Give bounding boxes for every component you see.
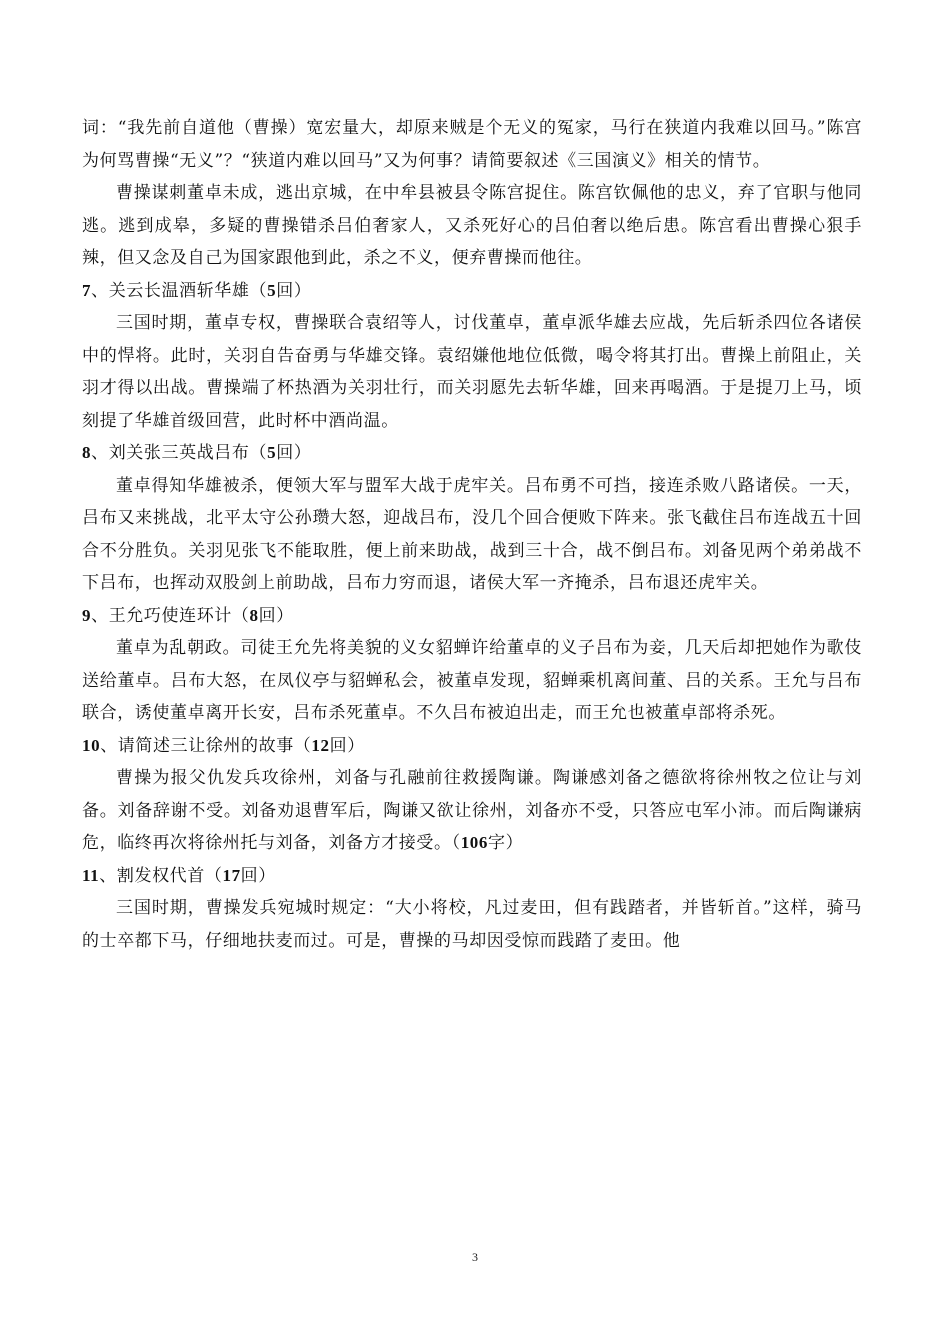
heading-title: 、王允巧使连环计（ — [91, 605, 250, 626]
heading-chapter: 5 — [267, 280, 277, 300]
paragraph-answer: 曹操谋刺董卓未成，逃出京城，在中牟县被县令陈宫捉住。陈宫钦佩他的忠义，弃了官职与他同逃。逃到成皋，多疑的曹操错杀吕伯奢家人，又杀死好心的吕伯奢以绝后患。陈宫看出曹操心狠手辣，但又念及自己为国家跟他到此，杀之不义，便弃曹操而他往。 — [82, 183, 862, 268]
heading-suffix: 回） — [276, 443, 312, 463]
heading-suffix: 回） — [276, 280, 312, 301]
paragraph-answer: 董卓得知华雄被杀，便领大军与盟军大战于虎牢关。吕布勇不可挡，接连杀败八路诸侯。一天，吕布又来挑战，北平太守公孙瓒大怒，迎战吕布，没几个回合便败下阵来。张飞截住吕布连战五十回合不分胜负。关羽见张飞不能取胜，便上前来助战，战到三十合，战不倒吕布。刘备见两个弟弟战不下吕布，也挥动双股剑上前助战，吕布力穷而退，诸侯大军一齐掩杀，吕布退还虎牢关。 — [82, 475, 862, 593]
heading-suffix: 回） — [240, 865, 276, 886]
heading-title: 、割发权代首（ — [99, 865, 223, 886]
heading-number: 9 — [82, 605, 92, 625]
word-count-suffix: 字） — [488, 833, 524, 853]
heading-title: 、关云长温酒斩华雄（ — [91, 280, 268, 301]
page-number: 3 — [472, 1250, 478, 1264]
word-count: 106 — [460, 833, 489, 852]
heading-number: 8 — [82, 443, 92, 462]
section-heading-11 — [82, 860, 862, 893]
heading-title: 、请简述三让徐州的故事（ — [100, 735, 312, 756]
paragraph-answer: 三国时期，董卓专权，曹操联合袁绍等人，讨伐董卓，董卓派华雄去应战，先后斩杀四位各诸侯中的悍将。此时，关羽自告奋勇与华雄交锋。袁绍嫌他地位低微，喝令将其打出。曹操上前阻止，关羽才得以出战。曹操端了杯热酒为关羽壮行，而关羽愿先去斩华雄，回来再喝酒。于是提刀上马，顷刻提了华雄首级回营，此时杯中酒尚温。 — [82, 313, 862, 431]
section-heading-9 — [82, 600, 862, 633]
heading-chapter: 8 — [249, 605, 259, 625]
paragraph-answer: 三国时期，曹操发兵宛城时规定：“大小将校，凡过麦田，但有践踏者，并皆斩首。”这样，骑马的士卒都下马，仔细地扶麦而过。可是，曹操的马却因受惊而践踏了麦田。他 — [82, 898, 862, 951]
heading-chapter: 17 — [222, 865, 241, 885]
answer-text: 曹操为报父仇发兵攻徐州，刘备与孔融前往救援陶谦。陶谦感刘备之德欲将徐州牧之位让与刘备。刘备辞谢不受。刘备劝退曹军后，陶谦又欲让徐州，刘备亦不受，只答应屯军小沛。而后陶谦病危，临终再次将徐州托与刘备，刘备方才接受。（ — [82, 768, 862, 853]
section-heading-7 — [82, 275, 862, 308]
heading-number: 10 — [82, 735, 101, 755]
paragraph-question-continuation: 词：“我先前自道他（曹操）宽宏量大，却原来贼是个无义的冤家，马行在狭道内我难以回马。”陈宫为何骂曹操“无义”？“狭道内难以回马”又为何事？请简要叙述《三国演义》相关的情节。 — [82, 118, 862, 171]
heading-title: 、刘关张三英战吕布（ — [91, 443, 268, 463]
paragraph-answer: 董卓为乱朝政。司徒王允先将美貌的义女貂蝉许给董卓的义子吕布为妾，几天后却把她作为歌伎送给董卓。吕布大怒，在凤仪亭与貂蝉私会，被董卓发现，貂蝉乘机离间董、吕的关系。王允与吕布联合，诱使董卓离开长安，吕布杀死董卓。不久吕布被迫出走，而王允也被董卓部将杀死。 — [82, 638, 862, 723]
section-heading-10 — [82, 730, 862, 763]
heading-suffix: 回） — [258, 605, 294, 626]
document-body — [82, 112, 862, 957]
section-heading-8 — [82, 437, 862, 470]
heading-number: 11 — [82, 865, 100, 885]
heading-number: 7 — [82, 280, 92, 300]
heading-chapter: 5 — [267, 443, 277, 462]
heading-suffix: 回） — [329, 735, 365, 756]
heading-chapter: 12 — [311, 735, 330, 755]
paragraph-answer — [82, 762, 862, 860]
